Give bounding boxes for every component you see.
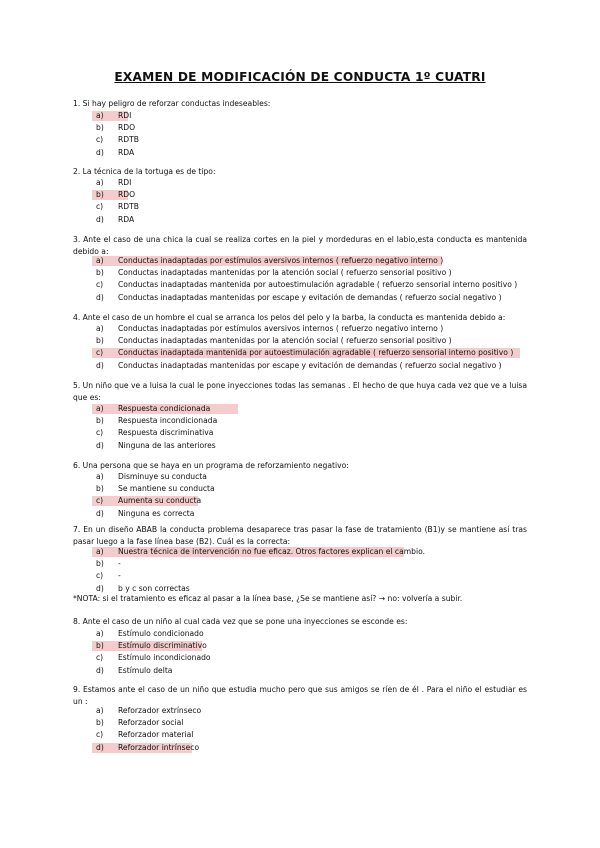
option-letter: b): [96, 718, 104, 728]
answer-option-correct: [0, 255, 600, 267]
option-letter: b): [96, 190, 104, 200]
option-letter: d): [96, 583, 104, 593]
option-letter: c): [96, 135, 104, 145]
answer-option: [0, 705, 600, 717]
question-9-options: [0, 705, 600, 754]
answer-option: [0, 570, 600, 582]
option-text: Conductas inadaptadas mantenidas por escape y evitación de demandas ( refuerzo social negativo ): [118, 292, 502, 302]
option-letter: b): [96, 416, 104, 426]
option-text: Reforzador material: [118, 730, 194, 740]
answer-option: [0, 665, 600, 677]
answer-option: [0, 177, 600, 189]
answer-option: [0, 558, 600, 570]
option-letter: c): [96, 730, 104, 740]
option-letter: b): [96, 123, 104, 133]
option-text: b y c son correctas: [118, 583, 190, 593]
answer-option: [0, 508, 600, 520]
option-text: Conductas inadaptadas mantenidas por la atención social ( refuerzo sensorial positivo ): [118, 336, 452, 346]
question-2-text: 2. La técnica de la tortuga es de tipo:: [73, 167, 216, 176]
option-letter: c): [96, 496, 104, 506]
option-letter: c): [96, 428, 104, 438]
question-5-options: [0, 403, 600, 452]
option-text: RDI: [118, 111, 132, 120]
option-text: Estímulo incondicionado: [118, 653, 211, 663]
answer-option: [0, 292, 600, 304]
option-text: Reforzador extrínseco: [118, 706, 202, 715]
option-letter: b): [96, 268, 104, 278]
answer-option: [0, 122, 600, 134]
answer-option-correct: [0, 742, 600, 754]
option-text: RDO: [118, 190, 136, 200]
option-text: Respuesta condicionada: [118, 404, 211, 413]
answer-option-correct: [0, 403, 600, 415]
option-letter: a): [96, 256, 104, 265]
question-1-options: [0, 110, 600, 159]
option-letter: b): [96, 641, 104, 651]
question-8-text: 8. Ante el caso de un niño al cual cada vez que se pone una inyecciones se esconde es:: [73, 617, 408, 626]
answer-option: [0, 201, 600, 213]
option-text: Aumenta su conducta: [118, 496, 202, 506]
option-text: Nuestra técnica de intervención no fue eficaz. Otros factores explican el cambio.: [118, 547, 426, 556]
option-letter: b): [96, 484, 104, 494]
option-text: RDA: [118, 214, 135, 224]
option-text: Disminuye su conducta: [118, 472, 207, 481]
question-3-text: 3. Ante el caso de una chica la cual se realiza cortes en la piel y mordeduras en el labio,esta conducta es mantenida debido a:: [73, 235, 527, 256]
option-text: Reforzador intrínseco: [118, 742, 200, 752]
question-7-options: [0, 546, 600, 595]
answer-option-correct: [0, 347, 600, 359]
option-text: Reforzador social: [118, 718, 184, 728]
question-4-text: 4. Ante el caso de un hombre el cual se arranca los pelos del pelo y la barba, la conducta es mantenida debido a:: [73, 313, 506, 322]
option-letter: d): [96, 147, 104, 157]
option-letter: d): [96, 665, 104, 675]
answer-option-correct: [0, 495, 600, 507]
question-1-text: 1. Si hay peligro de reforzar conductas indeseables:: [73, 99, 271, 108]
option-text: -: [118, 571, 121, 581]
page-title: EXAMEN DE MODIFICACIÓN DE CONDUCTA 1º CUATRI: [114, 70, 486, 84]
option-letter: a): [96, 324, 104, 333]
option-text: Ninguna de las anteriores: [118, 440, 216, 450]
answer-option: [0, 267, 600, 279]
option-text: Conductas inadaptadas mantenidas por escape y evitación de demandas ( refuerzo social negativo ): [118, 360, 502, 370]
option-letter: c): [96, 280, 104, 290]
option-text: Conductas inadaptadas mantenidas por la atención social ( refuerzo sensorial positivo ): [118, 268, 452, 278]
question-8-options: [0, 628, 600, 677]
option-letter: a): [96, 706, 104, 715]
option-letter: c): [96, 653, 104, 663]
option-text: Conductas inadaptada mantenida por autoestimulación agradable ( refuerzo sensorial interno positivo ): [118, 348, 514, 358]
option-text: RDI: [118, 178, 132, 187]
answer-option: [0, 323, 600, 335]
question-6-text: 6. Una persona que se haya en un programa de reforzamiento negativo:: [73, 461, 349, 470]
answer-option: [0, 360, 600, 372]
option-letter: d): [96, 742, 104, 752]
answer-option-correct: [0, 189, 600, 201]
option-text: Respuesta incondicionada: [118, 416, 218, 426]
answer-option: [0, 729, 600, 741]
option-letter: a): [96, 472, 104, 481]
option-letter: d): [96, 214, 104, 224]
answer-option: [0, 134, 600, 146]
option-letter: b): [96, 336, 104, 346]
question-9-text: 9. Estamos ante el caso de un niño que estudia mucho pero que sus amigos se ríen de él . Para el niño el estudiar es un :: [73, 685, 527, 706]
answer-option: [0, 628, 600, 640]
option-letter: a): [96, 111, 104, 120]
option-letter: b): [96, 559, 104, 569]
option-text: -: [118, 559, 121, 569]
option-letter: a): [96, 178, 104, 187]
answer-option-correct: [0, 546, 600, 558]
answer-option: [0, 427, 600, 439]
question-5-text: 5. Un niño que ve a luisa la cual le pone inyecciones todas las semanas . El hecho de que huya cada vez que ve a luisa que es:: [73, 381, 527, 402]
option-letter: c): [96, 571, 104, 581]
question-7-note: *NOTA: si el tratamiento es eficaz al pasar a la línea base, ¿Se se mantiene así? → no: volvería a subir.: [73, 594, 463, 603]
option-text: Conductas inadaptadas por estímulos aversivos internos ( refuerzo negativo interno ): [118, 256, 444, 265]
option-letter: d): [96, 360, 104, 370]
option-letter: a): [96, 547, 104, 556]
option-letter: a): [96, 404, 104, 413]
answer-option: [0, 717, 600, 729]
option-text: Se mantiene su conducta: [118, 484, 215, 494]
option-text: RDTB: [118, 202, 139, 212]
answer-option: [0, 147, 600, 159]
question-3-options: [0, 255, 600, 304]
option-text: Conductas inadaptadas mantenida por autoestimulación agradable ( refuerzo sensorial interno positivo ): [118, 280, 518, 290]
option-text: RDTB: [118, 135, 139, 145]
question-2-options: [0, 177, 600, 226]
option-letter: d): [96, 508, 104, 518]
answer-option-correct: [0, 110, 600, 122]
option-text: Estímulo discriminativo: [118, 641, 207, 651]
answer-option: [0, 652, 600, 664]
answer-option: [0, 483, 600, 495]
answer-option-correct: [0, 640, 600, 652]
option-text: Estímulo delta: [118, 665, 173, 675]
option-text: Conductas inadaptadas por estímulos aversivos internos ( refuerzo negativo interno ): [118, 324, 444, 333]
option-text: Respuesta discriminativa: [118, 428, 214, 438]
option-letter: c): [96, 202, 104, 212]
answer-option: [0, 279, 600, 291]
answer-option: [0, 471, 600, 483]
option-text: Ninguna es correcta: [118, 508, 195, 518]
question-4-options: [0, 323, 600, 372]
option-text: RDA: [118, 147, 135, 157]
option-text: RDO: [118, 123, 136, 133]
option-letter: a): [96, 629, 104, 638]
answer-option: [0, 214, 600, 226]
option-text: Estímulo condicionado: [118, 629, 204, 638]
option-letter: c): [96, 348, 104, 358]
answer-option: [0, 335, 600, 347]
question-7-text: 7. En un diseño ABAB la conducta problema desaparece tras pasar la fase de tratamiento (B1)y se mantiene así tras pasar luego a la fase línea base (B2). Cuál es la correcta:: [73, 525, 527, 546]
answer-option: [0, 415, 600, 427]
question-6-options: [0, 471, 600, 520]
option-letter: d): [96, 440, 104, 450]
option-letter: d): [96, 292, 104, 302]
answer-option: [0, 440, 600, 452]
